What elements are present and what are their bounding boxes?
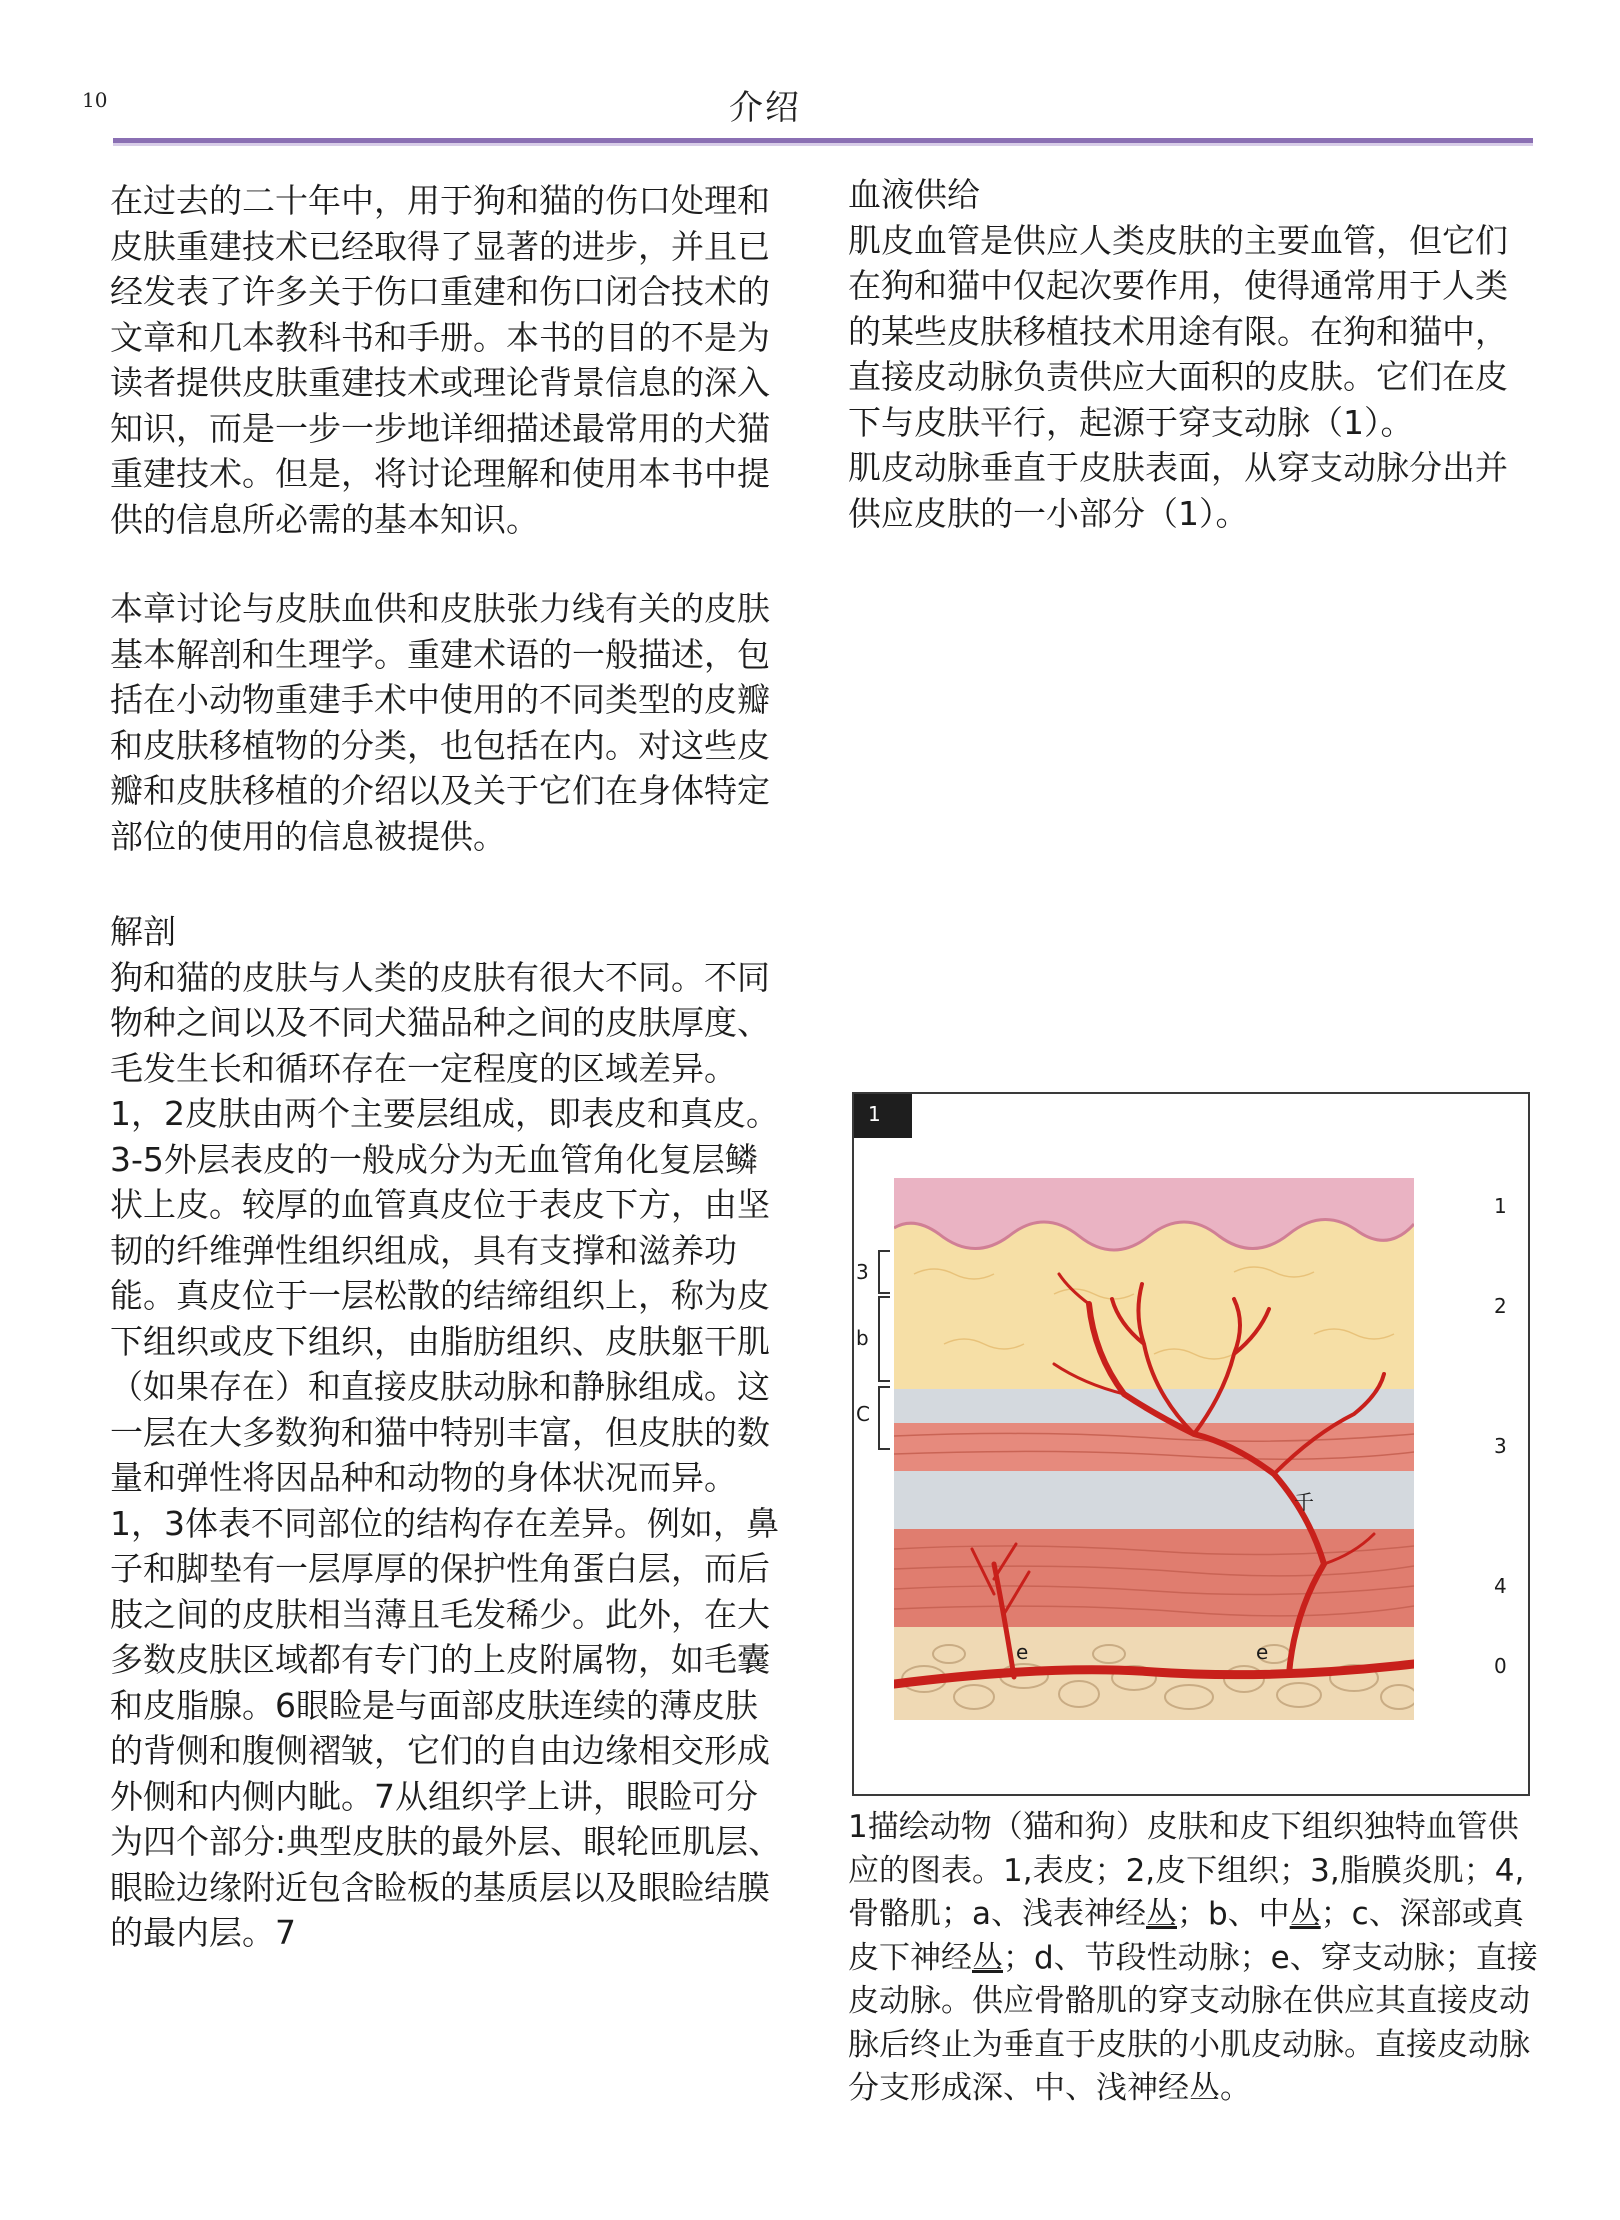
label-c: C [856, 1402, 870, 1426]
page-number: 10 [82, 88, 108, 112]
blood-supply-heading: 血液供给 [848, 175, 980, 214]
label-3: 3 [1494, 1434, 1507, 1458]
label-b: b [856, 1326, 869, 1350]
caption-underline-2: 丛 [1289, 1896, 1321, 1932]
right-column [848, 172, 1528, 536]
intro-paragraph-2: 本章讨论与皮肤血供和皮肤张力线有关的皮肤基本解剖和生理学。重建术语的一般描述，包括在小动物重建手术中使用的不同类型的皮瓣和皮肤移植物的分类，也包括在内。对这些皮瓣和皮肤移植的介绍以及关于它们在身体特定部位的使用的信息被提供。 [110, 589, 770, 856]
caption-underline-1: 丛 [1146, 1896, 1177, 1932]
blood-supply-paragraph-1: 肌皮血管是供应人类皮肤的主要血管，但它们在狗和猫中仅起次要作用，使得通常用于人类的某些皮肤移植技术用途有限。在狗和猫中，直接皮动脉负责供应大面积的皮肤。它们在皮下与皮肤平行，起源于穿支动脉（1）。 [848, 220, 1508, 442]
intro-paragraph-1: 在过去的二十年中，用于狗和猫的伤口处理和皮肤重建技术已经取得了显著的进步，并且已经发表了许多关于伤口重建和伤口闭合技术的文章和几本教科书和手册。本书的目的不是为读者提供皮肤重建技术或理论背景信息的深入知识，而是一步一步地详细描述最常用的犬猫重建技术。但是，将讨论理解和使用本书中提供的信息所必需的基本知识。 [110, 181, 770, 539]
caption-part-1: 1描绘动物（猫和狗）皮肤和皮下组织独特血管供应的图表。1,表皮；2,皮下组织；3,脂膜炎肌；4,骨骼肌；a、浅表神经 [848, 1809, 1525, 1932]
label-4: 4 [1494, 1574, 1507, 1598]
caption-part-4: ；d、节段性动脉；e、穿支动脉；直接皮动脉。供应骨骼肌的穿支动脉在供应其直接皮动脉后终止为垂直于皮肤的小肌皮动脉。直接皮动脉分支形成深、中、浅神经丛。 [848, 1939, 1538, 2106]
label-1: 1 [1494, 1194, 1507, 1218]
caption-part-3: ；c、深部或真皮下神经 [848, 1896, 1524, 1976]
caption-underline-3: 丛 [972, 1939, 1003, 1976]
caption-part-2: ；b、中 [1177, 1896, 1290, 1932]
label-e-left: e [1016, 1640, 1029, 1664]
anatomy-heading: 解剖 [110, 912, 176, 951]
label-e-right: e [1256, 1640, 1269, 1664]
anatomy-paragraph: 狗和猫的皮肤与人类的皮肤有很大不同。不同物种之间以及不同犬猫品种之间的皮肤厚度、毛发生长和循环存在一定程度的区域差异。1，2皮肤由两个主要层组成，即表皮和真皮。3-5外层表皮的一般成分为无血管角化复层鳞状上皮。较厚的血管真皮位于表皮下方，由坚韧的纤维弹性组织组成，具有支撑和滋养功能。真皮位于一层松散的结缔组织上，称为皮下组织或皮下组织，由脂肪组织、皮肤躯干肌（如果存在）和直接皮肤动脉和静脉组成。这一层在大多数狗和猫中特别丰富，但皮肤的数量和弹性将因品种和动物的身体状况而异。1，3体表不同部位的结构存在差异。例如，鼻子和脚垫有一层厚厚的保护性角蛋白层，而后肢之间的皮肤相当薄且毛发稀少。此外，在大多数皮肤区域都有专门的上皮附属物，如毛囊和皮脂腺。6眼睑是与面部皮肤连续的薄皮肤的背侧和腹侧褶皱，它们的自由边缘相交形成外侧和内侧内眦。7从组织学上讲，眼睑可分为四个部分:典型皮肤的最外层、眼轮匝肌层、眼睑边缘附近包含睑板的基质层以及眼睑结膜的最内层。7 [110, 957, 782, 1952]
pale-layer-lower [894, 1471, 1414, 1529]
label-segmental: 千 [1294, 1490, 1314, 1514]
skin-diagram [854, 1094, 1528, 1794]
label-0: 0 [1494, 1654, 1507, 1678]
left-column [110, 178, 790, 1956]
skin-vascular-figure [852, 1092, 1530, 1796]
bracket-b [878, 1296, 890, 1382]
pale-layer-upper [894, 1389, 1414, 1423]
figure-caption [848, 1806, 1538, 2111]
running-title: 介绍 [729, 88, 801, 128]
label-2: 2 [1494, 1294, 1507, 1318]
header-rule [113, 138, 1533, 146]
figure-number: 1 [854, 1094, 912, 1138]
bracket-a [878, 1250, 890, 1294]
skeletal-muscle-layer [894, 1529, 1414, 1627]
blood-supply-paragraph-2: 肌皮动脉垂直于皮肤表面，从穿支动脉分出并供应皮肤的一小部分（1）。 [848, 448, 1508, 533]
label-a: 3 [856, 1260, 869, 1284]
bracket-c [878, 1386, 890, 1450]
panniculus-muscle-layer [894, 1423, 1414, 1471]
